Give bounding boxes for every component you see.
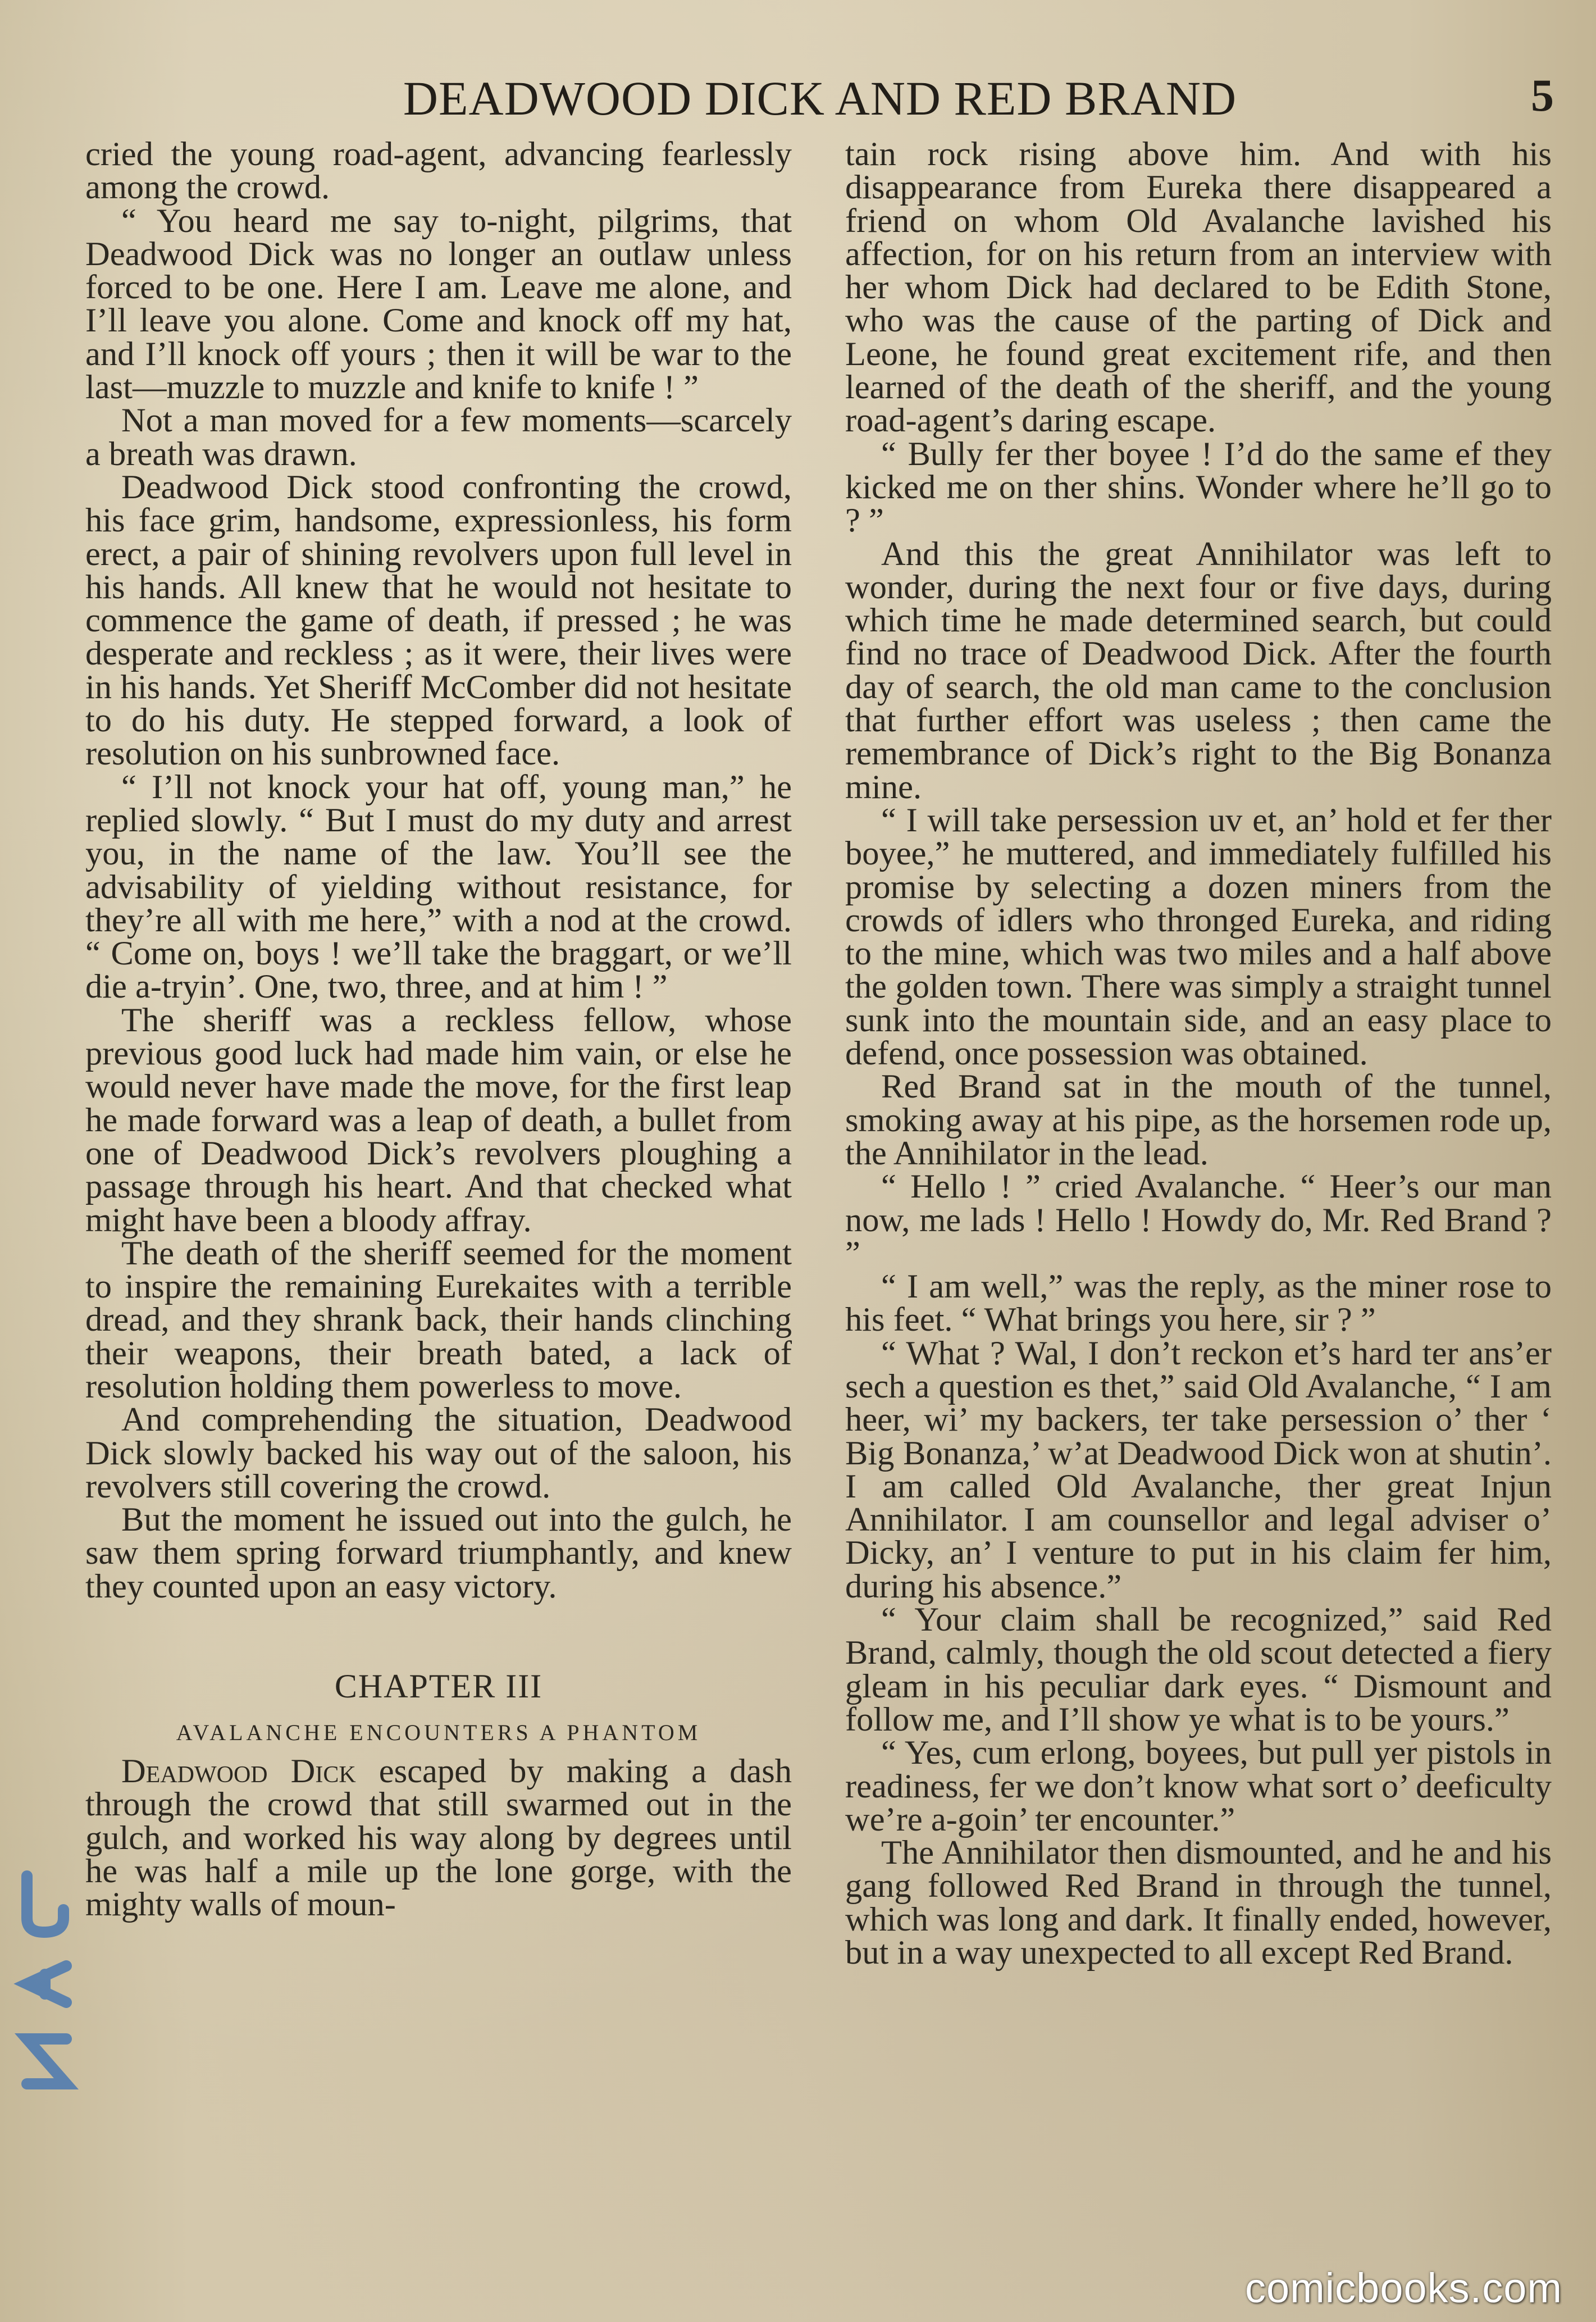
paragraph-text: escaped by making a dash through the crowd that still swarmed out in the gulch, and worked his way along by degrees until he was half a mile up the lone gorge, with the mighty walls of moun-: [85, 1752, 792, 1924]
paragraph: “ Your claim shall be recognized,” said Red Brand, calmly, though the old scout detected a fiery gleam in his peculiar dark eyes. “ Dismount and follow me, and I’ll show ye what is to be yours.”: [845, 1601, 1552, 1738]
running-header: [0, 70, 1596, 138]
paragraph: tain rock rising above him. And with his disappearance from Eureka there disappeared a friend on whom Old Avalanche lavished his affection, for on his return from an interview with her whom Dick had declared to be Edith Stone, who was the cause of the parting of Dick and Leone, he found great excitement rife, and then learned of the death of the sheriff, and the young road-agent’s daring escape.: [845, 135, 1552, 440]
paragraph: The sheriff was a reckless fellow, whose previous good luck had made him vain, or else he would never have made the move, for the first leap he made forward was a leap of death, a bullet from one of Deadwood Dick’s revolvers ploughing a passage through his heart. And that checked what might have been a bloody affray.: [85, 1001, 792, 1239]
running-title: DEADWOOD DICK AND RED BRAND: [403, 71, 1237, 125]
chapter-heading: CHAPTER III: [334, 1668, 543, 1705]
paragraph: “ I’ll not knock your hat off, young man,” he replied slowly. “ But I must do my duty and arrest you, in the name of the law. You’ll see the advisability of yielding without resistance, for they’re all with me here,” with a nod at the crowd. “ Come on, boys ! we’ll take the braggart, or we’ll die a-tryin’. One, two, three, and at him ! ”: [85, 768, 792, 1006]
paragraph: Deadwood Dick stood confronting the crowd, his face grim, handsome, expressionless, his form erect, a pair of shining revolvers upon full level in his hands. All knew that he would not hesitate to commence the game of death, if pressed ; he was desperate and reckless ; as it were, their lives were in his hands. Yet Sheriff McComber did not hesitate to do his duty. He stepped forward, a look of resolution on his sunbrowned face.: [85, 468, 792, 773]
paragraph: And this the great Annihilator was left to wonder, during the next four or five days, during which time he made determined search, but could find no trace of Deadwood Dick. After the fourth day of search, the old man came to the conclusion that further effort was useless ; then came the remembrance of Dick’s right to the Big Bonanza mine.: [845, 535, 1552, 806]
chapter-subtitle: AVALANCHE ENCOUNTERS A PHANTOM: [176, 1720, 701, 1746]
chapter-opening-words: Deadwood Dick: [121, 1752, 356, 1791]
paragraph: “ You heard me say to-night, pilgrims, that Deadwood Dick was no longer an outlaw unless forced to be one. Here I am. Leave me alone, and I’ll leave you alone. Come and knock off my hat, and I’ll knock off yours ; then it will be war to the last—muzzle to muzzle and knife to knife ! ”: [85, 202, 792, 407]
right-column: [845, 135, 1552, 1972]
paragraph: The death of the sheriff seemed for the moment to inspire the remaining Eurekaites with a terrible dread, and they shrank back, their hands clinching their weapons, their breath bated, a lack of resolution holding them powerless to move.: [85, 1234, 792, 1405]
paragraph: The Annihilator then dismounted, and he and his gang followed Red Brand in through the tunnel, which was long and dark. It finally ended, however, but in a way unexpected to all except Red Brand.: [845, 1834, 1552, 1972]
paragraph: “ I will take persession uv et, an’ hold et fer ther boyee,” he muttered, and immediately fulfilled his promise by selecting a dozen miners from the crowds of idlers who thronged Eureka, and riding to the mine, which was two miles and a half above the golden town. There was simply a straight tunnel sunk into the mountain side, and an easy place to defend, once possession was obtained.: [845, 801, 1552, 1073]
paragraph: “ Yes, cum erlong, boyees, but pull yer pistols in readiness, fer we don’t know what sort o’ deeficulty we’re a-goin’ ter encounter.”: [845, 1734, 1552, 1838]
paragraph: Not a man moved for a few moments—scarcely a breath was drawn.: [85, 402, 792, 473]
paragraph: But the moment he issued out into the gulch, he saw them spring forward triumphantly, and knew they counted upon an easy victory.: [85, 1501, 792, 1605]
left-column: [85, 135, 792, 1924]
paragraph: Red Brand sat in the mouth of the tunnel, smoking away at his pipe, as the horsemen rode up, the Annihilator in the lead.: [845, 1068, 1552, 1172]
paragraph: And comprehending the situation, Deadwood Dick slowly backed his way out of the saloon, his revolvers still covering the crowd.: [85, 1401, 792, 1505]
paragraph: [85, 1752, 792, 1924]
paragraph: “ Bully fer ther boyee ! I’d do the same ef they kicked me on ther shins. Wonder where he’ll go to ? ”: [845, 435, 1552, 540]
date-stamp: [10, 1854, 83, 2112]
paragraph: “ What ? Wal, I don’t reckon et’s hard ter ans’er sech a question es thet,” said Old Avalanche, “ I am heer, wi’ my backers, ter take persession o’ ther ‘ Big Bonanza,’ w’at Deadwood Dick won at shutin’. I am called Old Avalanche, ther great Injun Annihilator. I am counsellor and legal adviser o’ Dicky, an’ I venture to put in his claim fer him, during his absence.”: [845, 1334, 1552, 1605]
paragraph: “ I am well,” was the reply, as the miner rose to his feet. “ What brings you here, sir ? ”: [845, 1268, 1552, 1339]
paragraph: “ Hello ! ” cried Avalanche. “ Heer’s our man now, me lads ! Hello ! Howdy do, Mr. Red Brand ? ”: [845, 1168, 1552, 1272]
watermark: comicbooks.com: [1244, 2265, 1562, 2311]
page-number: 5: [1531, 70, 1554, 121]
paragraph: cried the young road-agent, advancing fearlessly among the crowd.: [85, 135, 792, 207]
